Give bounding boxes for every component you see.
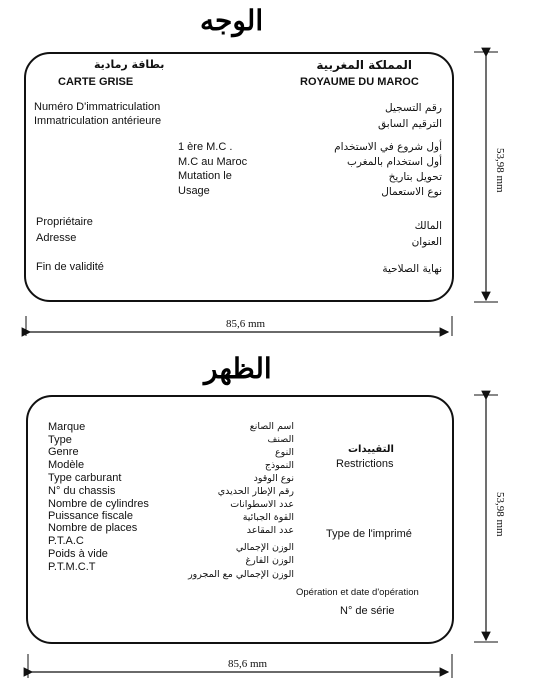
back-ar-ptmct: الوزن الإجمالي مع المجرور: [188, 569, 294, 580]
back-fr-carburant: Type carburant: [48, 472, 122, 484]
field-ar-fin-validite: نهاية الصلاحية: [382, 263, 442, 275]
front-heading: الوجه: [200, 4, 264, 37]
field-fr-mutation: Mutation le: [178, 170, 232, 182]
back-fr-chassis: N° du chassis: [48, 485, 116, 497]
back-ar-poids-vide: الوزن الفارغ: [245, 555, 294, 566]
field-ar-mc-maroc: أول استخدام بالمغرب: [346, 156, 442, 168]
back-height-label: 53,98 mm: [494, 492, 506, 537]
back-operation: Opération et date d'opération: [296, 587, 419, 598]
field-fr-mc-maroc: M.C au Maroc: [178, 156, 248, 168]
field-fr-proprietaire: Propriétaire: [36, 216, 93, 228]
back-fr-places: Nombre de places: [48, 522, 138, 534]
back-fr-genre: Genre: [48, 446, 79, 458]
field-fr-immatriculation: Numéro D'immatriculation: [34, 101, 161, 113]
field-fr-adresse: Adresse: [36, 232, 77, 244]
back-ar-modele: النموذج: [264, 460, 294, 471]
field-fr-immatriculation-anterieure: Immatriculation antérieure: [34, 115, 162, 127]
front-header-left-fr: CARTE GRISE: [58, 76, 134, 88]
back-fr-puissance: Puissance fiscale: [48, 510, 133, 522]
field-ar-immatriculation: رقم التسجيل: [385, 102, 442, 114]
front-width-label: 85,6 mm: [226, 318, 266, 330]
back-ar-puissance: القوة الجبائية: [242, 512, 294, 523]
back-heading: الظهر: [204, 352, 272, 385]
field-fr-1ere-mc: 1 ère M.C .: [178, 141, 233, 153]
back-serie: N° de série: [340, 605, 395, 617]
back-ar-cylindres: عدد الاسطوانات: [230, 499, 294, 510]
front-header-left-ar: بطاقة رمادية: [94, 58, 165, 71]
field-fr-usage: Usage: [178, 185, 210, 197]
back-type-imprime: Type de l'imprimé: [326, 528, 412, 540]
back-fr-ptac: P.T.A.C: [48, 535, 84, 547]
back-fr-poids-vide: Poids à vide: [48, 548, 108, 560]
front-height-label: 53,98 mm: [494, 148, 506, 193]
back-fr-modele: Modèle: [48, 459, 85, 471]
field-ar-1ere-mc: أول شروع في الاستخدام: [334, 141, 442, 153]
field-ar-immatriculation-anterieure: الترقيم السابق: [378, 118, 442, 130]
back-ar-marque: اسم الصانع: [249, 421, 294, 432]
back-ar-places: عدد المقاعد: [246, 525, 294, 536]
field-fr-fin-validite: Fin de validité: [36, 261, 104, 273]
back-fr-ptmct: P.T.M.C.T: [48, 561, 96, 573]
back-restrictions-fr: Restrictions: [336, 458, 394, 470]
back-ar-genre: النوع: [275, 447, 294, 458]
back-fr-marque: Marque: [48, 421, 86, 433]
back-ar-type: الصنف: [267, 434, 294, 445]
field-ar-mutation: تحويل بتاريخ: [388, 171, 442, 183]
field-ar-usage: نوع الاستعمال: [381, 186, 442, 198]
back-ar-carburant: نوع الوقود: [253, 473, 294, 484]
field-ar-proprietaire: المالك: [414, 220, 442, 232]
back-width-label: 85,6 mm: [228, 658, 268, 670]
front-header-right-ar: المملكة المغربية: [316, 58, 412, 72]
back-restrictions-ar: التقييدات: [348, 444, 394, 455]
back-ar-ptac: الوزن الإجمالي: [235, 542, 294, 553]
front-header-right-fr: ROYAUME DU MAROC: [300, 76, 419, 88]
back-fr-cylindres: Nombre de cylindres: [48, 498, 149, 510]
field-ar-adresse: العنوان: [411, 236, 442, 248]
back-ar-chassis: رقم الإطار الحديدي: [217, 486, 294, 497]
back-fr-type: Type: [48, 434, 72, 446]
